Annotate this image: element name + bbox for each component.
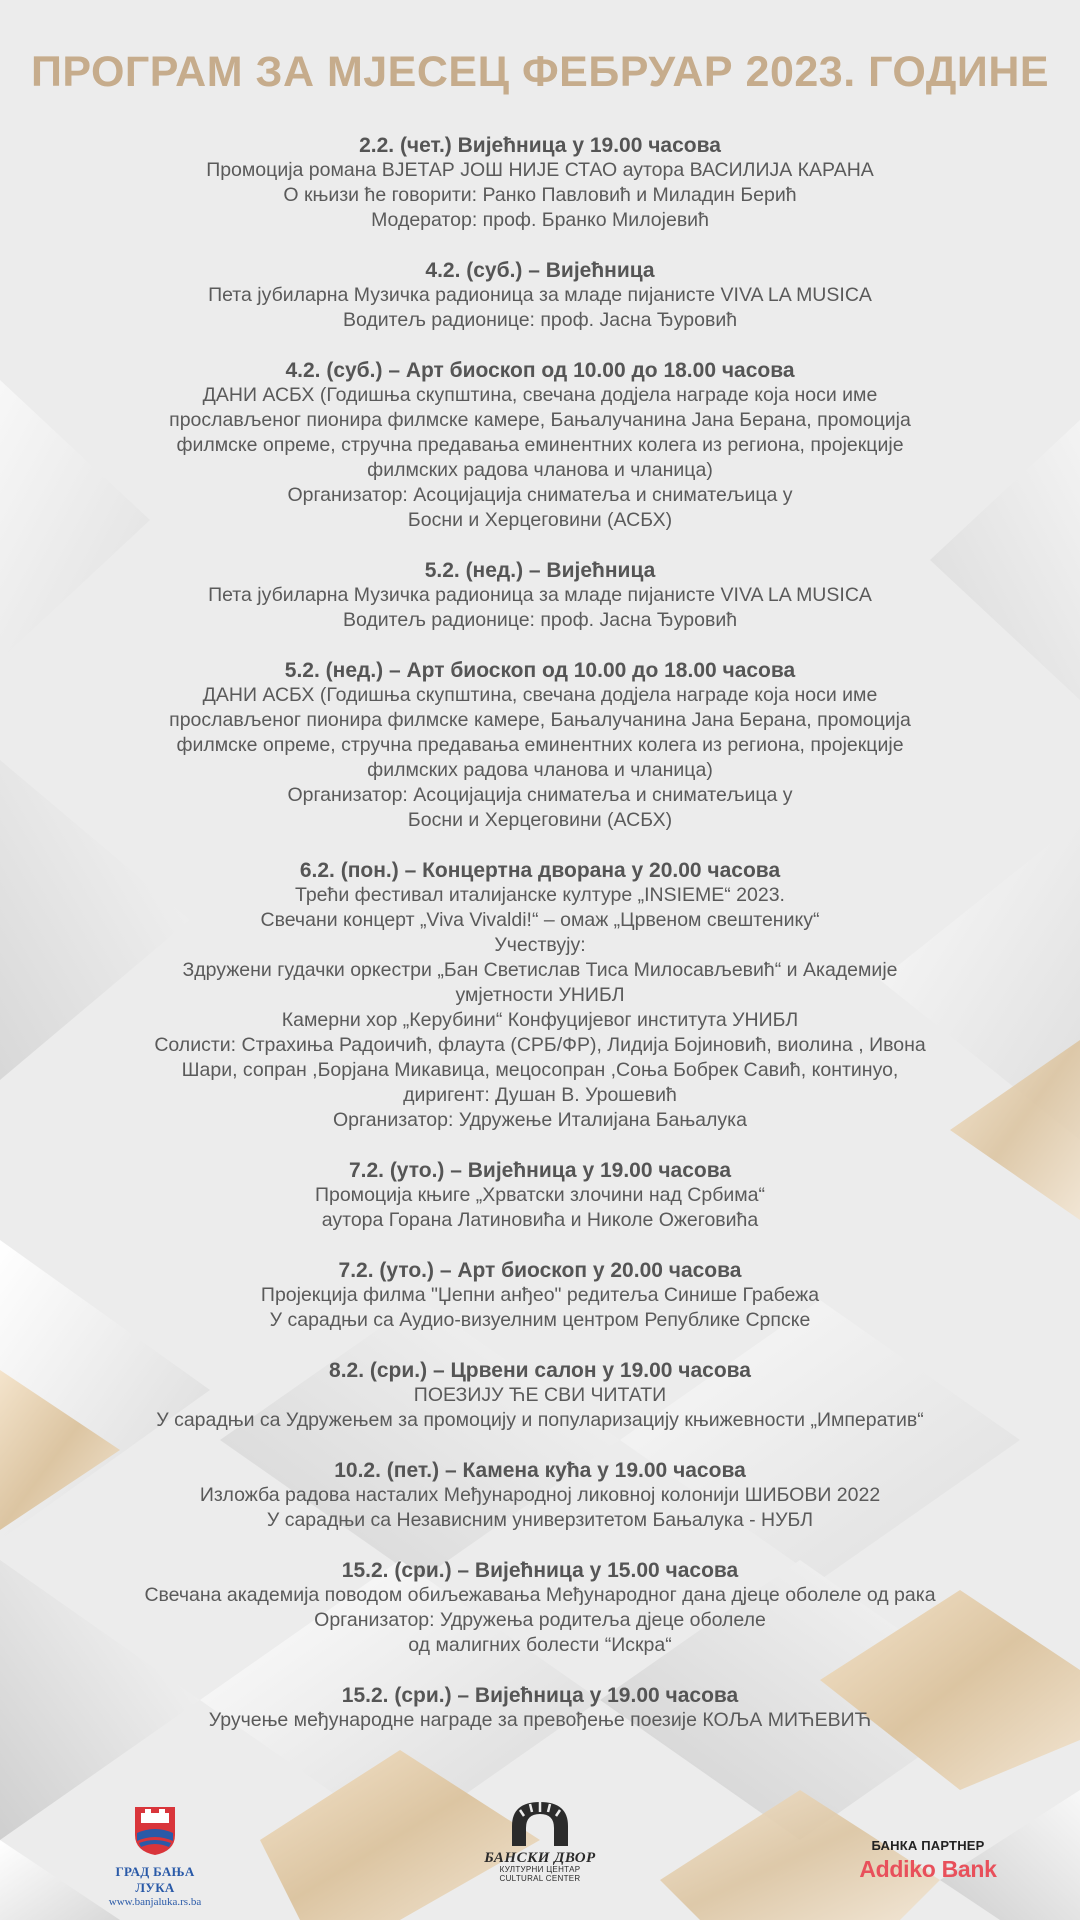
event-detail-line: У сарадњи са Независним универзитетом Бањалука - НУБЛ [266,1509,814,1531]
event-detail-line: Промоција књиге „Хрватски злочини над Србима“ [314,1184,766,1206]
event-detail-line: Водитељ радионице: проф. Јасна Ђуровић [342,609,738,631]
event-detail-line: филмских радова чланова и чланица) [367,459,713,481]
event-detail-line: ПОЕЗИЈУ ЋЕ СВИ ЧИТАТИ [413,1384,667,1406]
event-heading: 7.2. (уто.) – Арт биоскоп у 20.00 часова [338,1259,742,1282]
event-heading: 4.2. (суб.) – Арт биоскоп од 10.00 до 18.00 часова [285,359,795,382]
bank-partner-label: БАНКА ПАРТНЕР [871,1838,985,1853]
event-detail-line: Организатор: Асоцијација сниматеља и сниматељица у [287,484,793,506]
event-detail-line: аутора Горана Латиновића и Николе Ожеговића [321,1209,759,1231]
arch-icon [510,1800,570,1846]
event-item [80,1258,1000,1333]
event-detail-line: Трећи фестивал италијанске културе „INSIEME“ 2023. [295,884,785,906]
event-detail-line: Здружени гудачки оркестри „Бан Светислав Тиса Милосављевић“ и Академије [182,959,898,981]
event-heading: 5.2. (нед.) – Арт биоскоп од 10.00 до 18.00 часова [284,659,796,682]
event-detail-line: филмске опреме, стручна предавања еминентних колега из региона, пројекције [176,434,904,456]
event-detail-line: од малигних болести “Искра“ [408,1634,672,1656]
event-detail-line: Пета јубиларна Музичка радионица за младе пијанисте VIVA LA MUSICA [208,284,872,306]
event-item [80,1558,1000,1658]
event-detail-line: О књизи ће говорити: Ранко Павловић и Миладин Берић [283,184,797,206]
event-heading: 4.2. (суб.) – Вијећница [425,259,655,282]
event-item [80,133,1000,233]
city-logo [95,1805,215,1908]
coat-of-arms-icon [131,1805,179,1857]
event-detail-line: Уручење међународне награде за превођење поезије КОЉА МИЋЕВИЋ [208,1709,872,1731]
bank-partner-logo [838,1838,1018,1883]
event-detail-line: филмске опреме, стручна предавања еминентних колега из региона, пројекције [176,734,904,756]
event-detail-line: филмских радова чланова и чланица) [367,759,713,781]
event-item [80,1358,1000,1433]
event-detail-line: Солисти: Страхиња Радоичић, флаута (СРБ/ФР), Лидија Бојиновић, виолина , Ивона [154,1034,926,1056]
event-heading: 15.2. (сри.) – Вијећница у 19.00 часова [341,1684,739,1707]
event-heading: 10.2. (пет.) – Камена кућа у 19.00 часова [334,1459,746,1482]
city-name: ГРАД БАЊА ЛУКА [115,1864,195,1895]
event-detail-line: У сарадњи са Аудио-визуелним центром Републике Српске [269,1309,811,1331]
event-detail-line: Свечана академија поводом обиљежавања Међународног дана дјеце оболеле од рака [144,1584,936,1606]
venue-subtitle: КУЛТУРНИ ЦЕНТАР [499,1865,581,1874]
event-detail-line: Пета јубиларна Музичка радионица за младе пијанисте VIVA LA MUSICA [208,584,872,606]
event-detail-line: ДАНИ АСБХ (Годишња скупштина, свечана додјела награде која носи име [202,384,878,406]
event-item [80,258,1000,333]
event-detail-line: Изложба радова насталих Међународној ликовној колонији ШИБОВИ 2022 [199,1484,881,1506]
event-item [80,1458,1000,1533]
event-detail-line: Водитељ радионице: проф. Јасна Ђуровић [342,309,738,331]
event-heading: 7.2. (уто.) – Вијећница у 19.00 часова [348,1159,732,1182]
event-heading: 6.2. (пон.) – Концертна дворана у 20.00 часова [299,859,781,882]
event-detail-line: умјетности УНИБЛ [455,984,625,1006]
event-detail-line: Босни и Херцеговини (АСБХ) [407,809,673,831]
event-detail-line: Камерни хор „Керубини“ Конфуцијевог института УНИБЛ [281,1009,799,1031]
event-item [80,1683,1000,1733]
event-detail-line: диригент: Душан В. Урошевић [403,1084,677,1106]
event-heading: 15.2. (сри.) – Вијећница у 15.00 часова [341,1559,739,1582]
event-detail-line: Босни и Херцеговини (АСБХ) [407,509,673,531]
event-detail-line: Организатор: Асоцијација сниматеља и сниматељица у [287,784,793,806]
event-detail-line: ДАНИ АСБХ (Годишња скупштина, свечана додјела награде која носи име [202,684,878,706]
event-detail-line: Организатор: Удружење Италијана Бањалука [333,1109,747,1131]
event-heading: 5.2. (нед.) – Вијећница [424,559,656,582]
event-item [80,658,1000,833]
venue-subtitle-en: CULTURAL CENTER [499,1874,581,1883]
event-detail-line: Промоција романа ВЈЕТАР ЈОШ НИЈЕ СТАО аутора ВАСИЛИЈА КАРАНА [206,159,874,181]
event-detail-line: Модератор: проф. Бранко Милојевић [371,209,709,231]
bank-name: Addiko Bank [859,1856,997,1882]
event-detail-line: Учествују: [494,934,586,956]
event-detail-line: У сарадњи са Удружењем за промоцију и популаризацију књижевности „Императив“ [156,1409,924,1431]
city-url: www.banjaluka.rs.ba [108,1896,202,1908]
event-detail-line: прослављеног пионира филмске камере, Бањалучанина Јана Берана, промоција [169,709,911,731]
event-heading: 2.2. (чет.) Вијећница у 19.00 часова [359,134,721,157]
event-detail-line: Пројекција филма "Џепни анђео" редитеља Синише Грабежа [260,1284,820,1306]
event-heading: 8.2. (сри.) – Црвени салон у 19.00 часова [329,1359,751,1382]
event-detail-line: Организатор: Удружења родитеља дјеце оболеле [314,1609,766,1631]
event-item [80,558,1000,633]
event-item [80,358,1000,533]
venue-name: БАНСКИ ДВОР [484,1850,596,1866]
event-item [80,1158,1000,1233]
venue-logo [478,1800,602,1883]
event-detail-line: прослављеног пионира филмске камере, Бањалучанина Јана Берана, промоција [169,409,911,431]
page-title: ПРОГРАМ ЗА МЈЕСЕЦ ФЕБРУАР 2023. ГОДИНЕ [30,48,1050,96]
event-detail-line: Свечани концерт „Viva Vivaldi!“ – омаж „Црвеном свештенику“ [260,909,820,931]
event-item [80,858,1000,1133]
event-list [80,133,1000,1758]
event-detail-line: Шари, сопран ,Борјана Микавица, мецосопран ,Соња Бобрек Савић, континуо, [181,1059,899,1081]
